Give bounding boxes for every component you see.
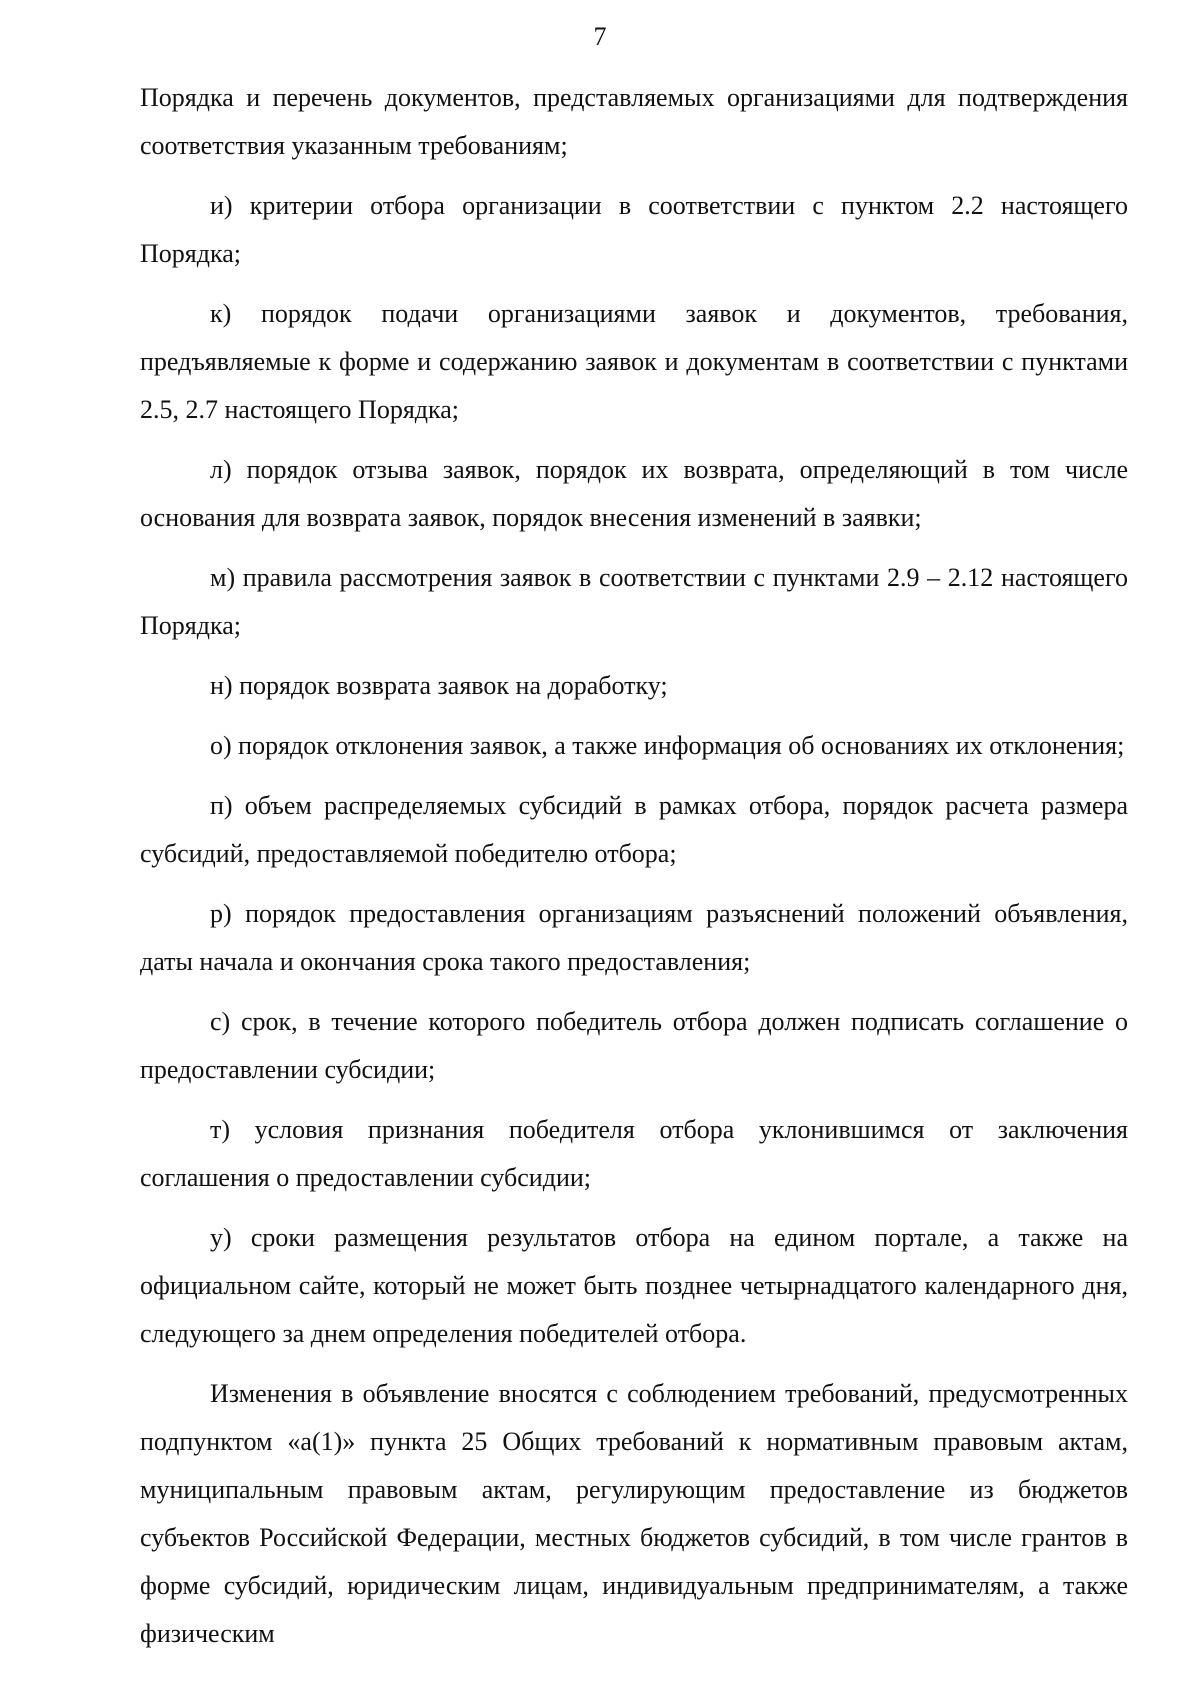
paragraph-amendments: Изменения в объявление вносятся с соблюдением требований, предусмотренных подпунктом «а(1)» пункта 25 Общих требований к нормативным правовым актам, муниципальным правовым актам, регулирующим предоставление из бюджетов субъектов Российской Федерации, местных бюджетов субсидий, в том числе грантов в форме субсидий, юридическим лицам, индивидуальным предпринимателям, а также физическим [140, 1379, 1128, 1648]
paragraph-item-r: р) порядок предоставления организациям разъяснений положений объявления, даты начала и окончания срока такого предоставления; [140, 899, 1128, 976]
paragraph-item-i: и) критерии отбора организации в соответствии с пунктом 2.2 настоящего Порядка; [140, 191, 1128, 268]
document-body [140, 74, 1128, 1670]
paragraph-item-o: о) порядок отклонения заявок, а также информация об основаниях их отклонения; [210, 731, 1125, 760]
paragraph-item-p: п) объем распределяемых субсидий в рамках отбора, порядок расчета размера субсидий, предоставляемой победителю отбора; [140, 791, 1128, 868]
page-number: 7 [593, 22, 607, 51]
paragraph-item-n: н) порядок возврата заявок на доработку; [210, 671, 668, 700]
paragraph-item-k: к) порядок подачи организациями заявок и документов, требования, предъявляемые к форме и содержанию заявок и документам в соответствии с пунктами 2.5, 2.7 настоящего Порядка; [140, 299, 1128, 424]
paragraph-item-l: л) порядок отзыва заявок, порядок их возврата, определяющий в том числе основания для возврата заявок, порядок внесения изменений в заявки; [140, 455, 1128, 532]
paragraph-item-s: с) срок, в течение которого победитель отбора должен подписать соглашение о предоставлении субсидии; [140, 1007, 1128, 1084]
paragraph-item-u: у) сроки размещения результатов отбора на едином портале, а также на официальном сайте, который не может быть позднее четырнадцатого календарного дня, следующего за днем определения победителей отбора. [140, 1223, 1128, 1348]
paragraph-item-m: м) правила рассмотрения заявок в соответствии с пунктами 2.9 – 2.12 настоящего Порядка; [140, 563, 1128, 640]
paragraph-item-t: т) условия признания победителя отбора уклонившимся от заключения соглашения о предоставлении субсидии; [140, 1115, 1128, 1192]
paragraph-continuation: Порядка и перечень документов, представляемых организациями для подтверждения соответствия указанным требованиям; [140, 83, 1128, 160]
